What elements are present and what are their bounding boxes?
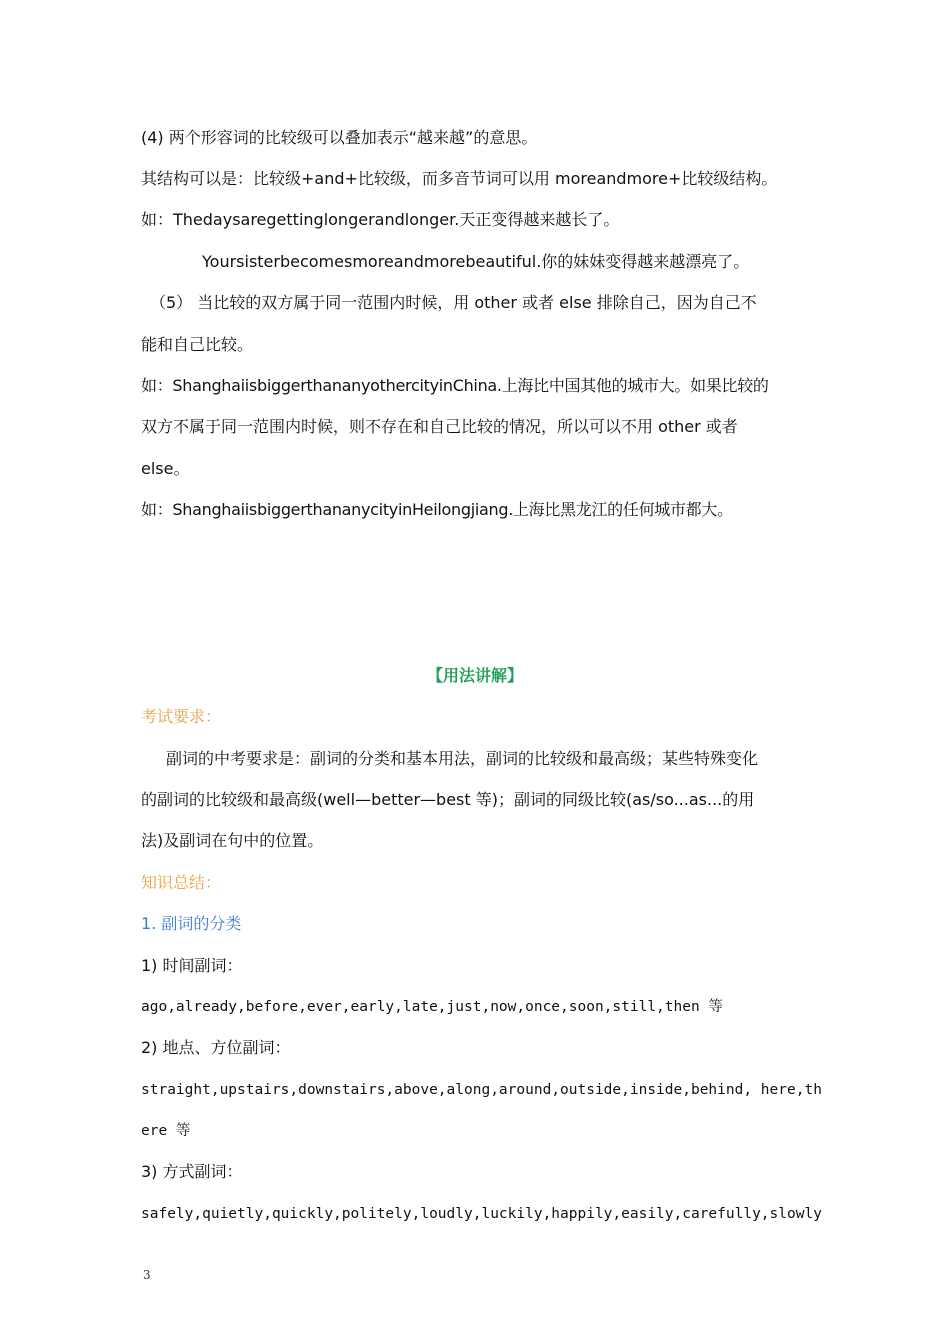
paragraph-structure: 其结构可以是：比较级+and+比较级，而多音节词可以用 moreandmore+比较级结构。 (141, 169, 778, 188)
page-number: 3 (143, 1268, 151, 1282)
section-title: 1. 副词的分类 (141, 914, 242, 933)
paragraph-line: 能和自己比较。 (141, 335, 254, 354)
example-line: 如：Thedaysaregettinglongerandlonger.天正变得越来越长了。 (141, 210, 620, 229)
paragraph-line: 法)及副词在句中的位置。 (141, 831, 324, 850)
paragraph-line-4: (4) 两个形容词的比较级可以叠加表示“越来越”的意思。 (141, 128, 538, 147)
subsection-title: 3) 方式副词： (141, 1162, 243, 1181)
example-line: 如：ShanghaiisbiggerthananycityinHeilongjiang.上海比黑龙江的任何城市都大。 (141, 500, 733, 519)
section-heading: 【用法讲解】 (426, 666, 523, 685)
example-line: 如：ShanghaiisbiggerthananyothercityinChina.上海比中国其他的城市大。如果比较的 (141, 376, 769, 395)
paragraph-line: 的副词的比较级和最高级(well—better—best 等)；副词的同级比较(as/so...as...的用 (141, 790, 755, 809)
subsection-title: 2) 地点、方位副词： (141, 1038, 291, 1057)
paragraph-line: 副词的中考要求是：副词的分类和基本用法，副词的比较级和最高级；某些特殊变化 (166, 749, 759, 768)
exam-requirements-label: 考试要求： (141, 707, 222, 726)
example-line: Yoursisterbecomesmoreandmorebeautiful.你的妹妹变得越来越漂亮了。 (202, 252, 750, 271)
subsection-title: 1) 时间副词： (141, 956, 243, 975)
word-list: straight,upstairs,downstairs,above,along,around,outside,inside,behind, here,th (141, 1082, 822, 1098)
paragraph-line: else。 (141, 459, 190, 478)
word-list: ere 等 (141, 1123, 191, 1139)
word-list: ago,already,before,ever,early,late,just,now,once,soon,still,then 等 (141, 999, 723, 1015)
paragraph-line: 双方不属于同一范围内时候，则不存在和自己比较的情况，所以可以不用 other 或者 (141, 417, 738, 436)
paragraph-line-5: （5） 当比较的双方属于同一范围内时候，用 other 或者 else 排除自己，因为自己不 (150, 293, 757, 312)
word-list: safely,quietly,quickly,politely,loudly,luckily,happily,easily,carefully,slowly (141, 1206, 822, 1222)
knowledge-summary-label: 知识总结： (141, 873, 222, 892)
